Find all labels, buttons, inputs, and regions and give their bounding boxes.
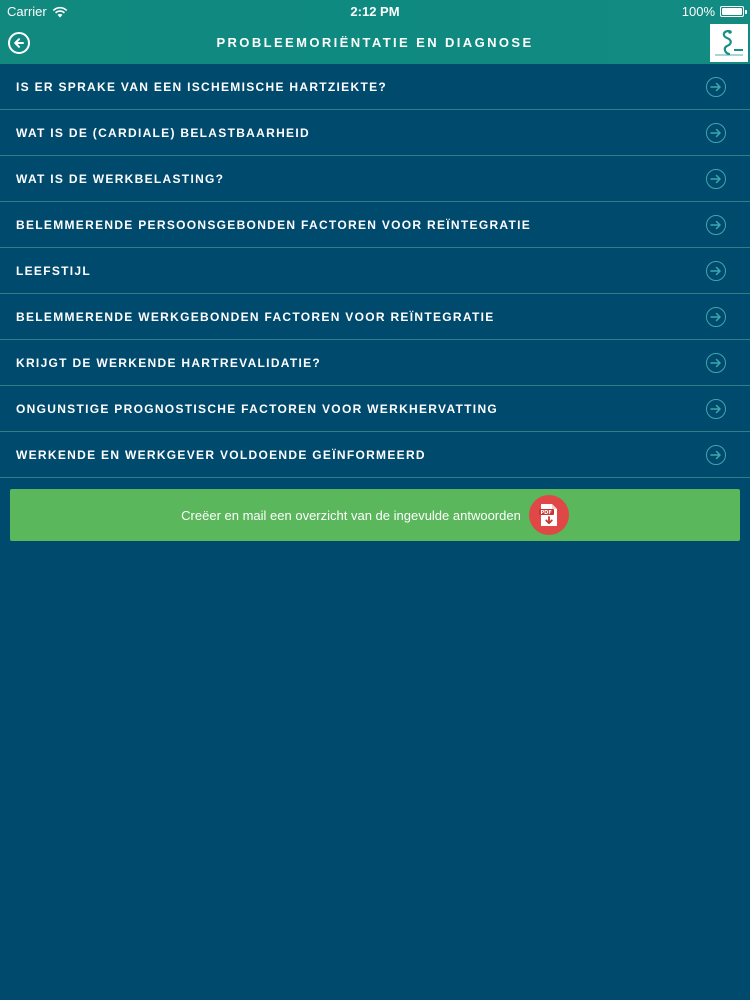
carrier-label: Carrier — [7, 4, 47, 19]
list-item-label: WERKENDE EN WERKGEVER VOLDOENDE GEÏNFORMEERD — [16, 447, 426, 462]
list-item[interactable] — [0, 110, 750, 156]
status-time: 2:12 PM — [350, 4, 400, 19]
topic-list — [0, 64, 750, 478]
list-item[interactable] — [0, 432, 750, 478]
arrow-right-icon — [706, 445, 726, 465]
create-mail-overview-button[interactable] — [10, 489, 740, 541]
pdf-download-icon — [529, 495, 569, 535]
list-item-label: WAT IS DE WERKBELASTING? — [16, 171, 225, 186]
list-item-label: BELEMMERENDE WERKGEBONDEN FACTOREN VOOR REÏNTEGRATIE — [16, 309, 495, 324]
status-battery — [682, 4, 744, 19]
list-item[interactable] — [0, 64, 750, 110]
arrow-right-icon — [706, 307, 726, 327]
battery-percentage: 100% — [681, 4, 715, 19]
list-item-label: KRIJGT DE WERKENDE HARTREVALIDATIE? — [16, 355, 322, 370]
arrow-right-icon — [706, 169, 726, 189]
list-item[interactable] — [0, 386, 750, 432]
list-item-label: LEEFSTIJL — [16, 263, 92, 278]
svg-text:PDF: PDF — [540, 510, 552, 516]
arrow-right-icon — [706, 399, 726, 419]
nvab-logo — [710, 24, 748, 62]
battery-icon — [720, 6, 744, 17]
arrow-right-icon — [706, 261, 726, 281]
header — [0, 0, 750, 64]
list-item-label: WAT IS DE (CARDIALE) BELASTBAARHEID — [16, 125, 310, 140]
list-item[interactable] — [0, 294, 750, 340]
navbar — [0, 22, 750, 64]
list-item-label: ONGUNSTIGE PROGNOSTISCHE FACTOREN VOOR WERKHERVATTING — [16, 401, 499, 416]
arrow-right-icon — [706, 77, 726, 97]
status-bar — [0, 0, 750, 22]
list-item-label: IS ER SPRAKE VAN EEN ISCHEMISCHE HARTZIEKTE? — [16, 79, 388, 94]
arrow-right-icon — [706, 123, 726, 143]
list-item[interactable] — [0, 340, 750, 386]
page-title: PROBLEEMORIËNTATIE EN DIAGNOSE — [216, 35, 534, 50]
list-item[interactable] — [0, 248, 750, 294]
arrow-right-icon — [706, 215, 726, 235]
list-item[interactable] — [0, 156, 750, 202]
cta-label: Creëer en mail een overzicht van de ingevulde antwoorden — [181, 507, 521, 523]
list-item-label: BELEMMERENDE PERSOONSGEBONDEN FACTOREN VOOR REÏNTEGRATIE — [16, 217, 532, 232]
arrow-right-icon — [706, 353, 726, 373]
caduceus-logo-icon — [714, 28, 744, 58]
list-item[interactable] — [0, 202, 750, 248]
